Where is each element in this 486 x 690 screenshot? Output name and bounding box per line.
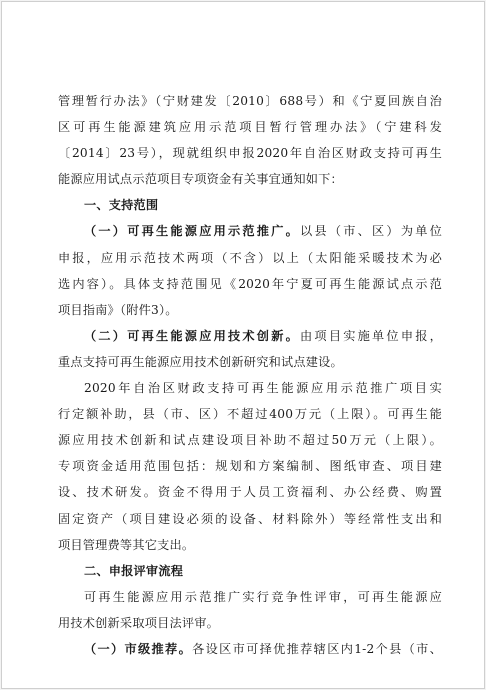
text-line: 区可再生能源建筑应用示范项目暂行管理办法》（宁建科发 (58, 120, 442, 135)
text-line: 重点支持可再生能源应用技术创新研究和试点建设。 (58, 354, 343, 369)
document-page (1, 1, 485, 689)
section-heading-2: 二、申报评审流程 (84, 563, 184, 578)
text-run: 各设区市可择优推荐辖区内1-2个县（市、 (192, 641, 442, 656)
text-line: 申报，应用示范技术两项（不含）以上（太阳能采暖技术为必 (58, 250, 442, 265)
text-line: 用技术创新采取项目法评审。 (58, 615, 220, 630)
text-line: 可再生能源应用示范推广实行竞争性评审，可再生能源应 (84, 589, 442, 604)
document-body (58, 88, 442, 662)
item-heading: （一）市级推荐。 (84, 641, 193, 656)
text-line: 项目指南》（附件3）。 (58, 302, 178, 317)
text-line (58, 323, 442, 349)
section-heading-1: 一、支持范围 (84, 198, 159, 213)
text-line: 专项资金适用范围包括：规划和方案编制、图纸审查、项目建 (58, 459, 442, 474)
text-line: 能源应用试点示范项目专项资金有关事宜通知如下： (58, 172, 343, 187)
text-line: 行定额补助，县（市、区）不超过400万元（上限）。可再生能 (58, 407, 442, 422)
text-line: 〔2014〕23号），现就组织申报2020年自治区财政支持可再生 (58, 146, 442, 161)
text-line: 管理暂行办法》（宁财建发〔2010〕688号）和《宁夏回族自治 (58, 94, 442, 108)
text-line: 选内容）。具体支持范围见《2020年宁夏可再生能源试点示范 (58, 276, 442, 291)
text-line (58, 636, 442, 662)
text-line: 设、技术研发。资金不得用于人员工资福利、办公经费、购置 (58, 485, 442, 500)
text-run: 由项目实施单位申报， (300, 328, 442, 343)
text-run: 以县（市、区）为单位 (300, 224, 442, 239)
text-line: 项目管理费等其它支出。 (58, 537, 195, 552)
text-line: 固定资产（项目建设必须的设备、材料除外）等经常性支出和 (58, 511, 442, 526)
item-heading: （二）可再生能源应用技术创新。 (84, 328, 301, 343)
text-line: 源应用技术创新和试点建设项目补助不超过50万元（上限）。 (58, 433, 442, 448)
item-heading: （一）可再生能源应用示范推广。 (84, 224, 301, 239)
text-line (58, 218, 442, 244)
text-line: 2020年自治区财政支持可再生能源应用示范推广项目实 (84, 381, 442, 396)
